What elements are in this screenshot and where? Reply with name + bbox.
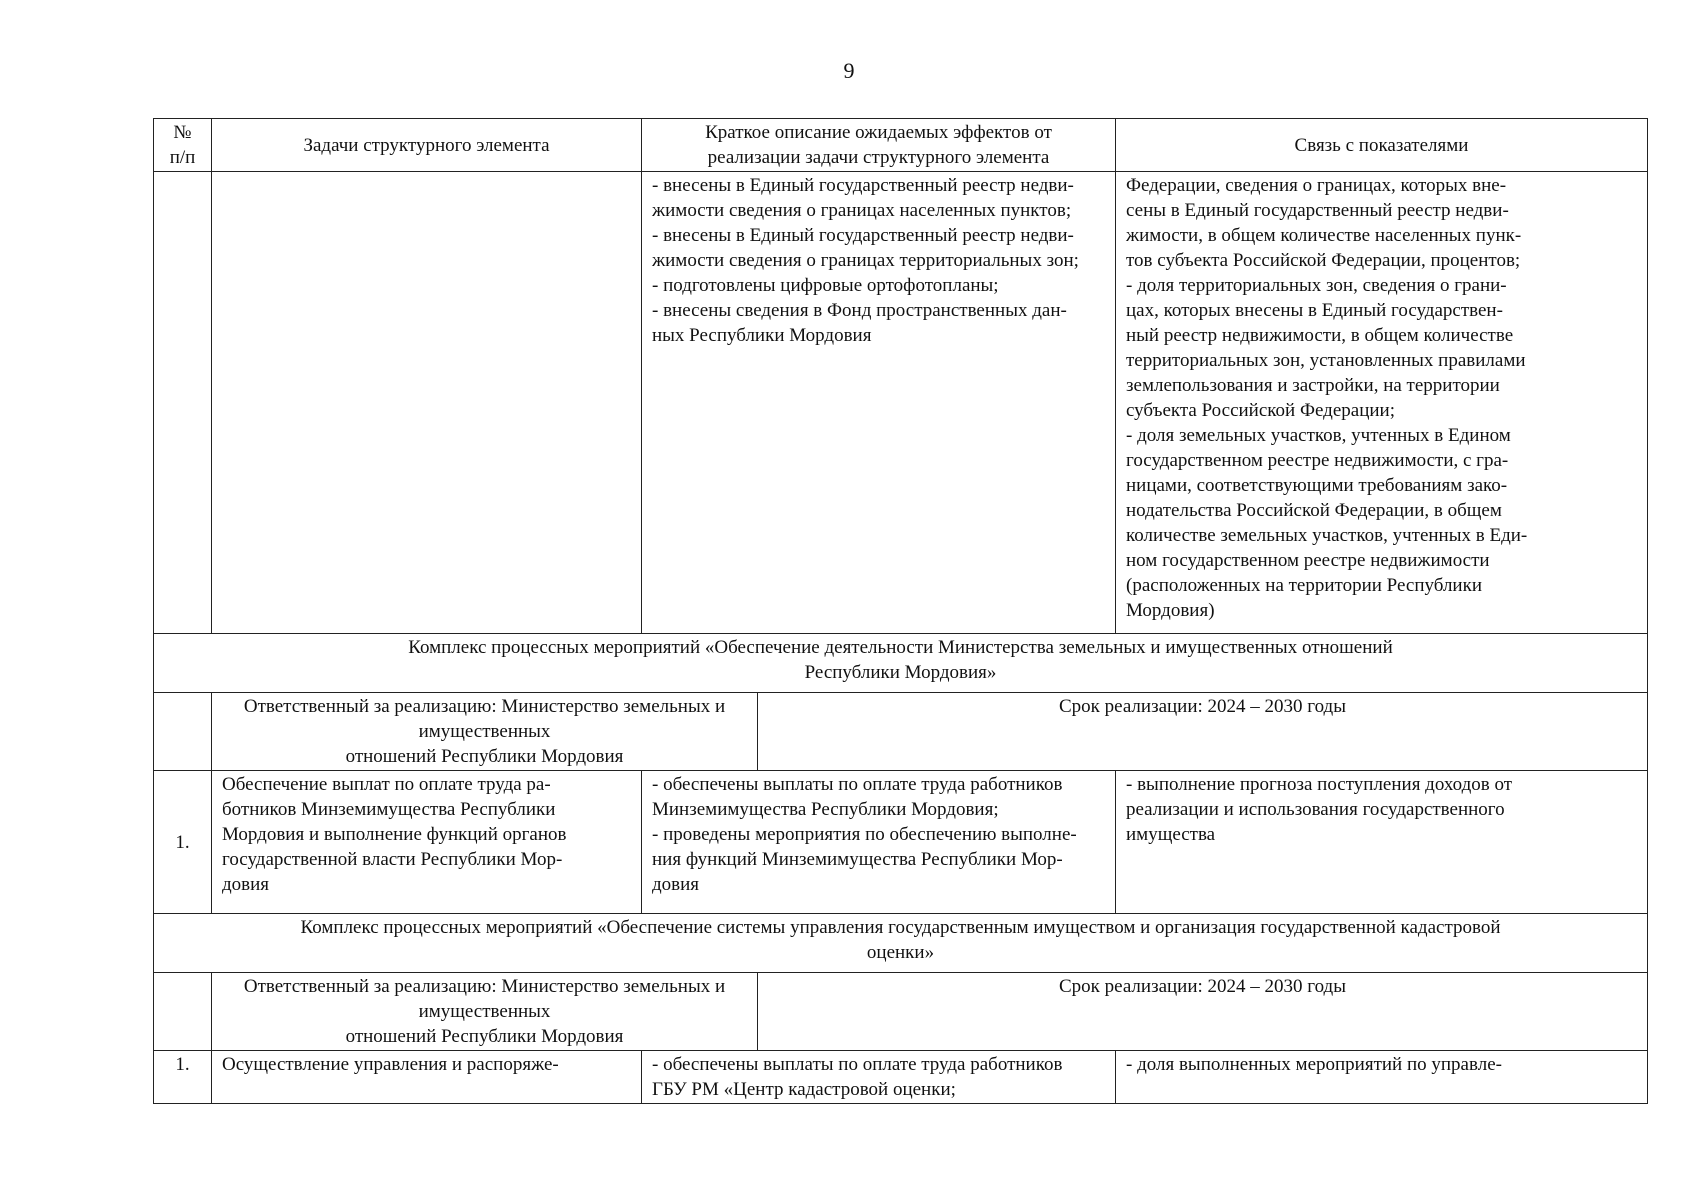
cell-indicators: Федерации, сведения о границах, которых вне- сены в Единый государственный реестр недви- жимости, в общем количестве населенных пунк- тов субъекта Российской Федерации, процентов; - доля территориальных зон, сведения о грани- цах, которых внесены в Единый государствен- ный реестр недвижимости, в общем количестве территориальных зон, установленных правилами землепользования и застройки, на территории субъекта Российской Федерации; - доля земельных участков, учтенных в Едином государственном реестре недвижимости, с гра- ницами, соответствующими требованиям зако- нодательства Российской Федерации, в общем количестве земельных участков, учтенных в Еди- ном государственном реестре недвижимости (расположенных на территории Республики Мордовия) — [1116, 172, 1648, 634]
header-effects: Краткое описание ожидаемых эффектов от реализации задачи структурного элемента — [642, 119, 1116, 172]
row-number: 1. — [154, 771, 212, 914]
cell-effects: - обеспечены выплаты по оплате труда работников Минземимущества Республики Мордовия; - проведены мероприятия по обеспечению выполне- ния функций Минземимущества Республики Мор- довия — [642, 771, 1116, 914]
header-indicators: Связь с показателями — [1116, 119, 1648, 172]
responsible-cell: Ответственный за реализацию: Министерство земельных и имущественных отношений Республики Мордовия — [212, 973, 758, 1051]
cell-task — [212, 172, 642, 634]
cell-num — [154, 172, 212, 634]
responsible-cell: Ответственный за реализацию: Министерство земельных и имущественных отношений Республики Мордовия — [212, 693, 758, 771]
section-title-2 — [154, 914, 1648, 973]
cell-indicators: - выполнение прогноза поступления доходов от реализации и использования государственного имущества — [1116, 771, 1648, 914]
page-number: 9 — [843, 58, 855, 83]
cell-effects: - внесены в Единый государственный реестр недви- жимости сведения о границах населенных пунктов; - внесены в Единый государственный реестр недви- жимости сведения о границах территориальных зон; - подготовлены цифровые ортофотопланы; - внесены сведения в Фонд пространственных дан- ных Республики Мордовия — [642, 172, 1116, 634]
header-tasks: Задачи структурного элемента — [212, 119, 642, 172]
section-title-cell: Комплекс процессных мероприятий «Обеспечение деятельности Министерства земельных и имущественных отношений Республики Мордовия» — [154, 634, 1648, 693]
cell-num — [154, 973, 212, 1051]
section-title-1 — [154, 634, 1648, 693]
responsible-row-2 — [154, 973, 1648, 1051]
table-row — [154, 1051, 1648, 1104]
term-cell: Срок реализации: 2024 – 2030 годы — [758, 693, 1648, 771]
table-header-row — [154, 119, 1648, 172]
cell-num — [154, 693, 212, 771]
table-row — [154, 771, 1648, 914]
term-cell: Срок реализации: 2024 – 2030 годы — [758, 973, 1648, 1051]
header-num: № п/п — [154, 119, 212, 172]
structural-elements-table — [153, 118, 1648, 1104]
row-number: 1. — [154, 1051, 212, 1104]
cell-task: Обеспечение выплат по оплате труда ра- ботников Минземимущества Республики Мордовия и выполнение функций органов государственной власти Республики Мор- довия — [212, 771, 642, 914]
table-row-continuation — [154, 172, 1648, 634]
cell-effects: - обеспечены выплаты по оплате труда работников ГБУ РМ «Центр кадастровой оценки; — [642, 1051, 1116, 1104]
section-title-cell: Комплекс процессных мероприятий «Обеспечение системы управления государственным имуществом и организация государственной кадастровой оценки» — [154, 914, 1648, 973]
cell-task: Осуществление управления и распоряже- — [212, 1051, 642, 1104]
responsible-row-1 — [154, 693, 1648, 771]
cell-indicators: - доля выполненных мероприятий по управле- — [1116, 1051, 1648, 1104]
